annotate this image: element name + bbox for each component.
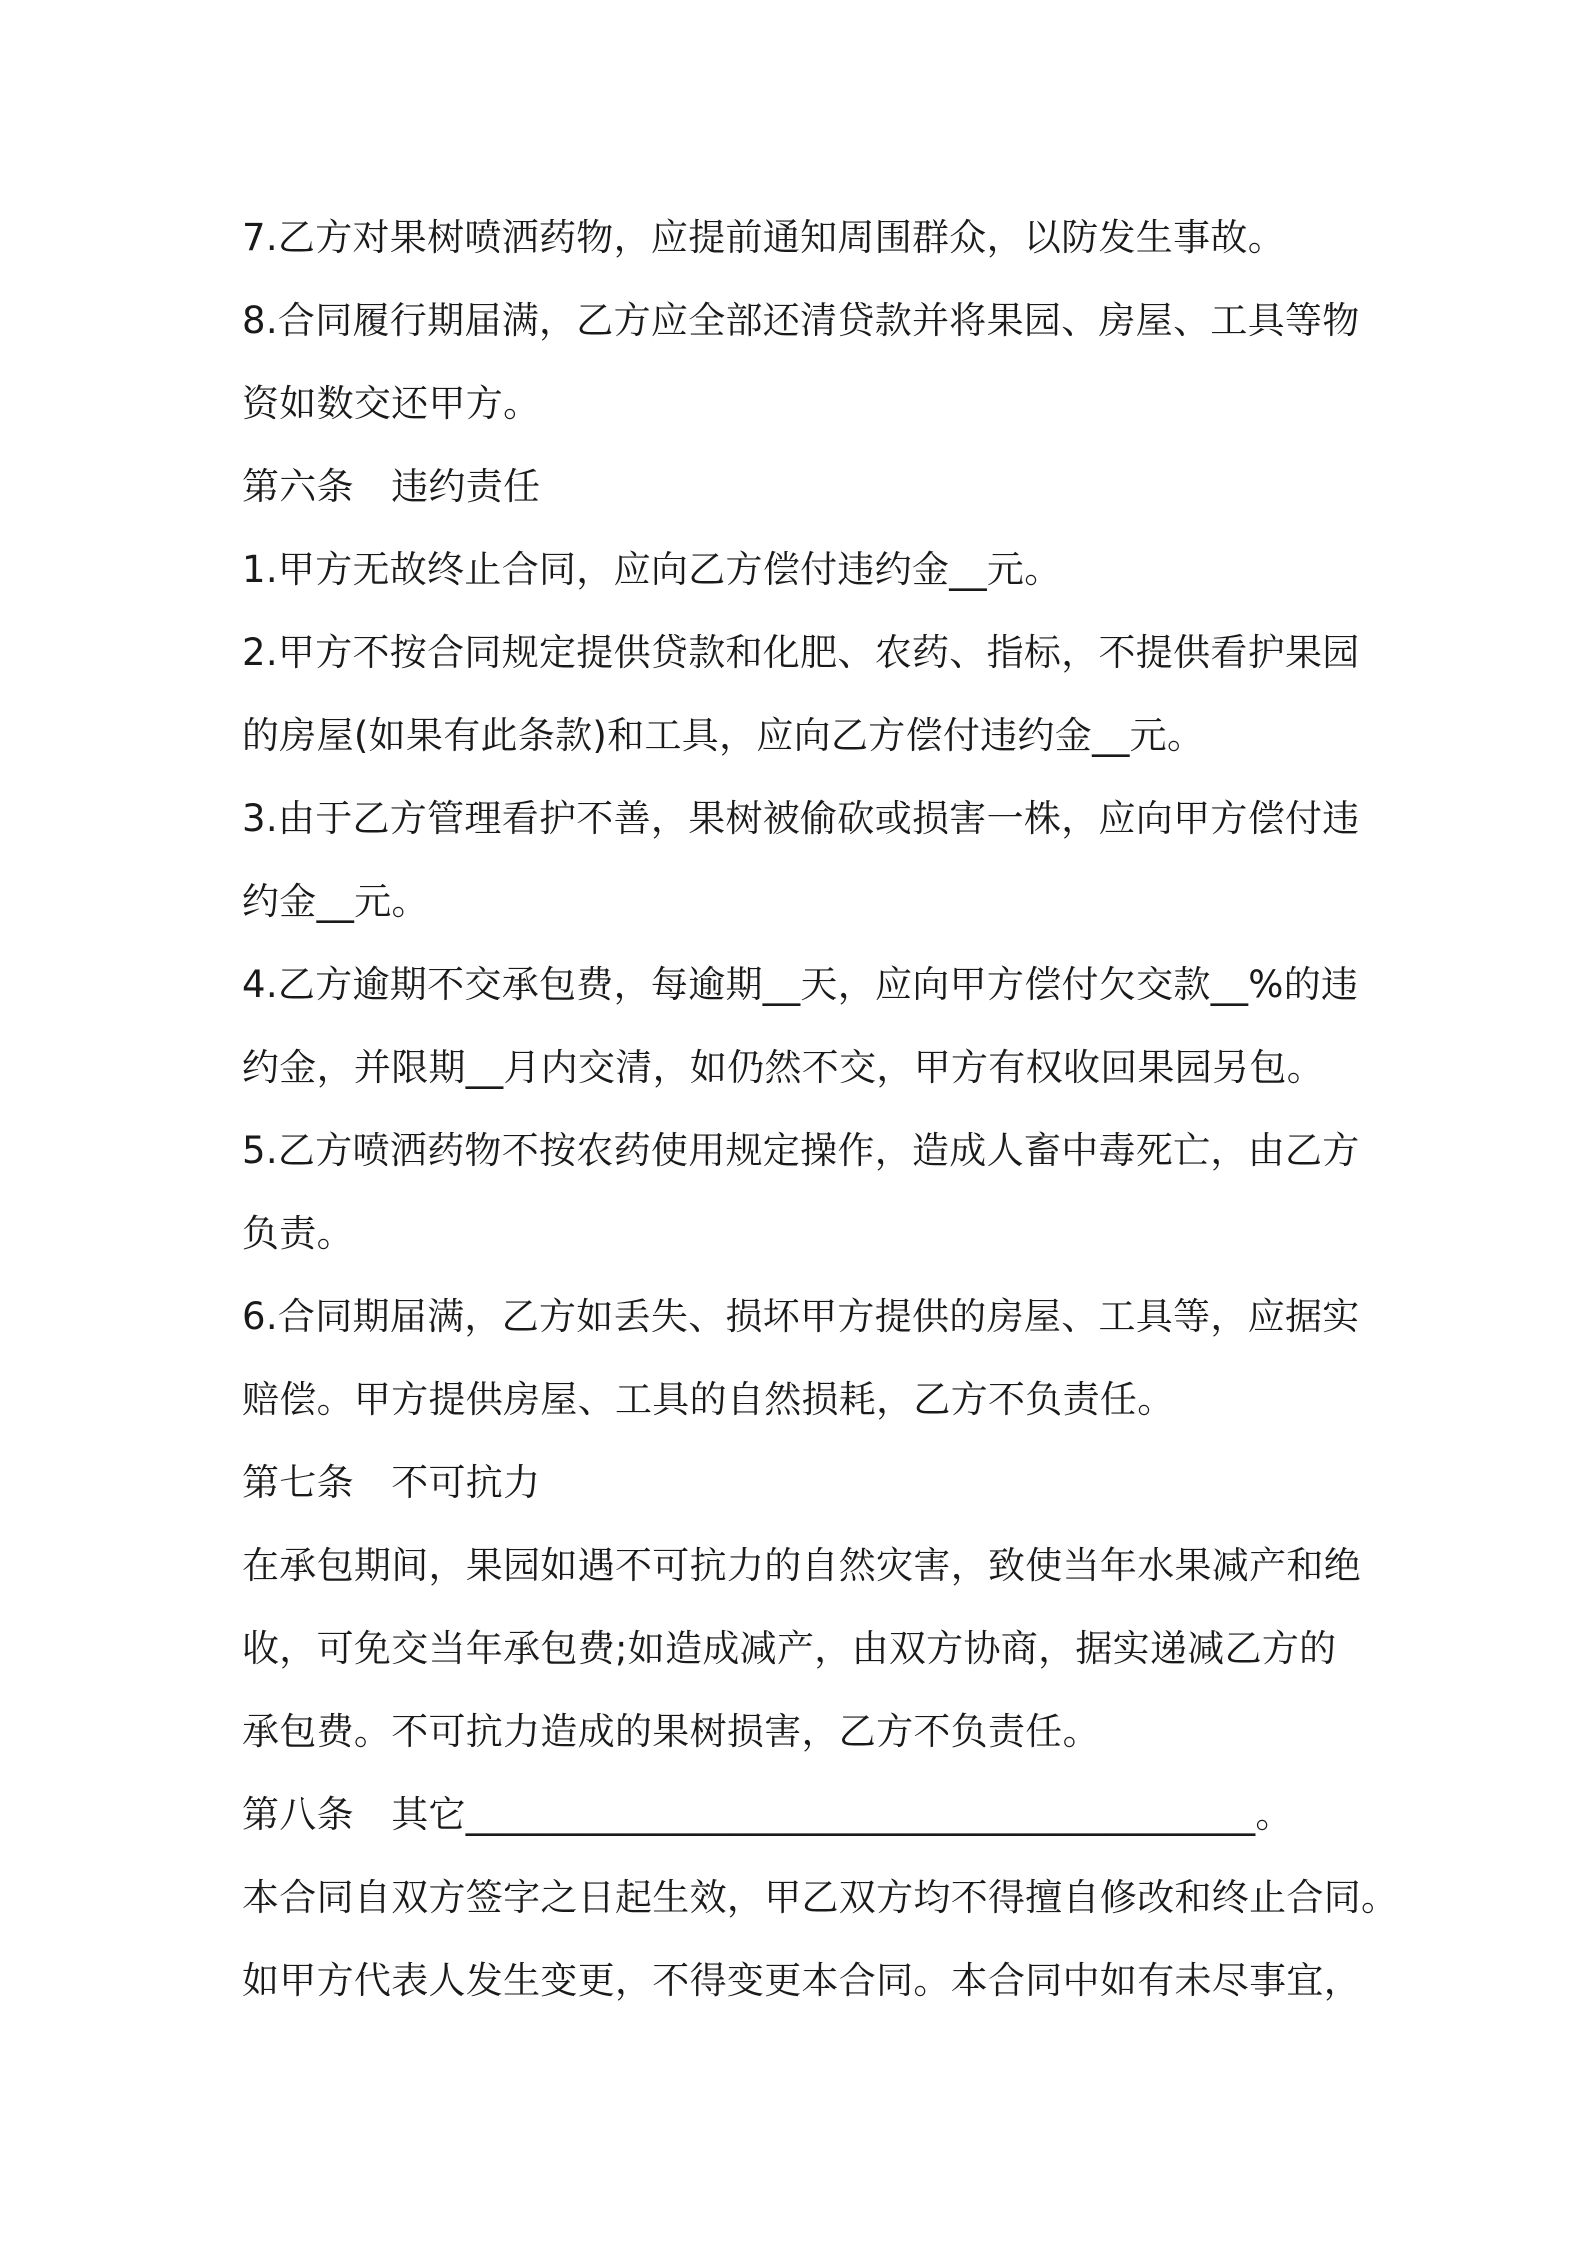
article-6-item-5-line-2: 负责。 [242, 1212, 354, 1255]
article-6-item-3-line-2: 约金__元。 [242, 880, 429, 923]
closing-text-line-1: 本合同自双方签字之日起生效，甲乙双方均不得擅自修改和终止合同。 [242, 1876, 1399, 1919]
article-8-heading: 第八条 其它__________________________________________。 [242, 1793, 1293, 1836]
clause-5-item-7-line-1: 7.乙方对果树喷洒药物，应提前通知周围群众，以防发生事故。 [242, 216, 1285, 259]
article-7-text-line-2: 收，可免交当年承包费;如造成减产，由双方协商，据实递减乙方的 [242, 1627, 1337, 1670]
article-6-item-4-line-1: 4.乙方逾期不交承包费，每逾期__天，应向甲方偿付欠交款__%的违 [242, 963, 1359, 1006]
closing-text-line-2: 如甲方代表人发生变更，不得变更本合同。本合同中如有未尽事宜， [242, 1959, 1361, 2002]
article-7-text-line-1: 在承包期间，果园如遇不可抗力的自然灾害，致使当年水果减产和绝 [242, 1544, 1361, 1587]
article-6-item-3-line-1: 3.由于乙方管理看护不善，果树被偷砍或损害一株，应向甲方偿付违 [242, 797, 1360, 840]
article-6-item-4-line-2: 约金，并限期__月内交清，如仍然不交，甲方有权收回果园另包。 [242, 1046, 1324, 1089]
article-6-item-1-line-1: 1.甲方无故终止合同，应向乙方偿付违约金__元。 [242, 548, 1062, 591]
article-6-heading: 第六条 违约责任 [242, 465, 541, 508]
clause-5-item-8-line-1: 8.合同履行期届满，乙方应全部还清贷款并将果园、房屋、工具等物 [242, 299, 1360, 342]
article-6-item-6-line-1: 6.合同期届满，乙方如丢失、损坏甲方提供的房屋、工具等，应据实 [242, 1295, 1360, 1338]
article-7-heading: 第七条 不可抗力 [242, 1461, 541, 1504]
article-6-item-5-line-1: 5.乙方喷洒药物不按农药使用规定操作，造成人畜中毒死亡，由乙方 [242, 1129, 1360, 1172]
article-6-item-6-line-2: 赔偿。甲方提供房屋、工具的自然损耗，乙方不负责任。 [242, 1378, 1175, 1421]
contract-body [242, 196, 1399, 2022]
article-7-text-line-3: 承包费。不可抗力造成的果树损害，乙方不负责任。 [242, 1710, 1100, 1753]
article-6-item-2-line-1: 2.甲方不按合同规定提供贷款和化肥、农药、指标，不提供看护果园 [242, 631, 1360, 674]
clause-5-item-8-line-2: 资如数交还甲方。 [242, 382, 541, 425]
article-6-item-2-line-2: 的房屋(如果有此条款)和工具，应向乙方偿付违约金__元。 [242, 714, 1205, 757]
